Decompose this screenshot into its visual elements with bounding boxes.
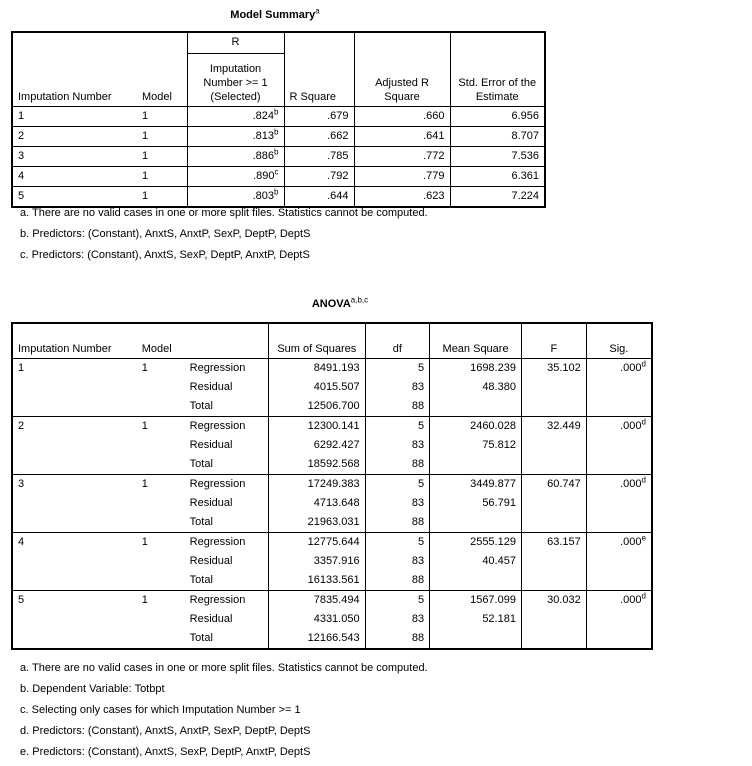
mean-square-cell: 75.812 <box>430 436 522 455</box>
imputation-cell: 3 <box>12 147 137 167</box>
sig-value: .000 <box>620 478 642 490</box>
model-cell <box>137 397 185 417</box>
mean-square-cell: 48.380 <box>430 378 522 397</box>
sig-cell <box>586 571 652 591</box>
table-row <box>12 147 545 167</box>
sig-value: .000 <box>620 536 642 548</box>
df-cell: 5 <box>365 475 430 495</box>
source-cell: Residual <box>189 439 233 451</box>
df-cell: 88 <box>365 571 430 591</box>
f-cell <box>521 552 586 571</box>
table-row <box>12 629 652 649</box>
sum-of-squares-cell: 4713.648 <box>268 494 365 513</box>
model-cell: 1 <box>137 417 185 437</box>
ms-header-imputation: Imputation Number <box>18 91 112 103</box>
footnote: c. Predictors: (Constant), AnxtS, SexP, DeptP, AnxtP, DeptS <box>20 249 310 261</box>
f-cell <box>521 455 586 475</box>
std-error-cell: 7.224 <box>450 187 545 208</box>
r-footnote-marker: c <box>274 167 279 177</box>
r-cell <box>187 187 284 208</box>
sig-cell <box>586 436 652 455</box>
model-summary-table <box>11 31 546 208</box>
imputation-cell: 4 <box>12 533 137 553</box>
f-cell: 35.102 <box>521 359 586 379</box>
r-value: .824 <box>252 110 275 122</box>
table-row <box>12 610 652 629</box>
mean-square-cell: 1567.099 <box>430 591 522 611</box>
table-row <box>12 359 652 379</box>
sum-of-squares-cell: 6292.427 <box>268 436 365 455</box>
df-cell: 88 <box>365 397 430 417</box>
sig-value: .000 <box>620 420 642 432</box>
source-cell: Total <box>189 632 213 644</box>
imputation-cell: 1 <box>12 359 137 379</box>
an-header-ss: Sum of Squares <box>268 323 365 359</box>
df-cell: 83 <box>365 494 430 513</box>
sig-cell <box>586 629 652 649</box>
ms-header-r-square: R Square <box>284 32 354 107</box>
imputation-cell <box>12 378 137 397</box>
table-row <box>12 591 652 611</box>
sig-cell <box>586 455 652 475</box>
model-cell <box>137 571 185 591</box>
sum-of-squares-cell: 4331.050 <box>268 610 365 629</box>
model-cell: 1 <box>137 167 187 187</box>
source-cell: Total <box>189 400 213 412</box>
model-cell <box>137 436 185 455</box>
sum-of-squares-cell: 3357.916 <box>268 552 365 571</box>
an-header-sig: Sig. <box>586 323 652 359</box>
footnote: b. Dependent Variable: Totbpt <box>20 683 165 695</box>
source-cell: Residual <box>189 613 233 625</box>
an-header-model: Model <box>141 343 172 355</box>
imputation-cell <box>12 455 137 475</box>
footnote: d. Predictors: (Constant), AnxtS, AnxtP, SexP, DeptP, DeptS <box>20 725 311 737</box>
f-cell <box>521 629 586 649</box>
sum-of-squares-cell: 12166.543 <box>268 629 365 649</box>
r-square-cell: .679 <box>284 107 354 127</box>
sig-cell <box>586 475 652 495</box>
source-cell: Residual <box>189 381 233 393</box>
sum-of-squares-cell: 16133.561 <box>268 571 365 591</box>
df-cell: 5 <box>365 591 430 611</box>
anova-title: ANOVA$^{a,b,c}$ <box>311 295 369 310</box>
sig-cell <box>586 397 652 417</box>
r-value: .813 <box>252 130 275 142</box>
source-cell: Regression <box>185 359 269 379</box>
f-cell: 63.157 <box>521 533 586 553</box>
model-cell <box>137 494 185 513</box>
adj-r-square-cell: .779 <box>354 167 450 187</box>
source-cell: Regression <box>185 475 269 495</box>
table-row <box>12 455 652 475</box>
r-footnote-marker: b <box>274 147 279 157</box>
source-cell: Total <box>189 458 213 470</box>
r-square-cell: .662 <box>284 127 354 147</box>
imputation-cell: 4 <box>12 167 137 187</box>
sum-of-squares-cell: 21963.031 <box>268 513 365 533</box>
source-cell: Regression <box>185 417 269 437</box>
df-cell: 83 <box>365 552 430 571</box>
table-row <box>12 378 652 397</box>
footnote: c. Selecting only cases for which Imputation Number >= 1 <box>20 704 301 716</box>
r-footnote-marker: b <box>274 127 279 137</box>
sig-footnote-marker: d <box>641 417 646 427</box>
footnote: b. Predictors: (Constant), AnxtS, AnxtP, SexP, DeptP, DeptS <box>20 228 311 240</box>
sig-cell <box>586 359 652 379</box>
r-square-cell: .792 <box>284 167 354 187</box>
r-value: .886 <box>252 150 275 162</box>
df-cell: 5 <box>365 533 430 553</box>
mean-square-cell <box>430 629 522 649</box>
df-cell: 5 <box>365 417 430 437</box>
f-cell <box>521 571 586 591</box>
f-cell <box>521 378 586 397</box>
footnote: a. There are no valid cases in one or more split files. Statistics cannot be computed. <box>20 207 428 219</box>
source-cell: Total <box>189 516 213 528</box>
source-cell: Regression <box>185 591 269 611</box>
mean-square-cell: 3449.877 <box>430 475 522 495</box>
adj-r-square-cell: .660 <box>354 107 450 127</box>
table-row <box>12 107 545 127</box>
model-cell <box>137 513 185 533</box>
mean-square-cell: 52.181 <box>430 610 522 629</box>
model-cell <box>137 552 185 571</box>
sig-cell <box>586 552 652 571</box>
r-cell <box>187 147 284 167</box>
std-error-cell: 6.361 <box>450 167 545 187</box>
imputation-cell: 3 <box>12 475 137 495</box>
model-cell: 1 <box>137 147 187 167</box>
f-cell <box>521 397 586 417</box>
df-cell: 88 <box>365 629 430 649</box>
table-row <box>12 533 652 553</box>
sig-footnote-marker: d <box>641 359 646 369</box>
ms-header-adj-r-square: Adjusted R Square <box>354 32 450 107</box>
footnote: e. Predictors: (Constant), AnxtS, SexP, DeptP, AnxtP, DeptS <box>20 746 311 758</box>
sum-of-squares-cell: 7835.494 <box>268 591 365 611</box>
anova-table <box>11 322 653 650</box>
imputation-cell <box>12 610 137 629</box>
model-cell: 1 <box>137 127 187 147</box>
r-cell <box>187 167 284 187</box>
sig-cell <box>586 513 652 533</box>
df-cell: 88 <box>365 455 430 475</box>
footnote: a. There are no valid cases in one or more split files. Statistics cannot be computed. <box>20 662 428 674</box>
mean-square-cell <box>430 513 522 533</box>
model-cell <box>137 455 185 475</box>
r-footnote-marker: b <box>274 187 279 197</box>
f-cell <box>521 610 586 629</box>
f-cell <box>521 436 586 455</box>
model-cell: 1 <box>137 187 187 208</box>
sig-cell <box>586 494 652 513</box>
imputation-cell <box>12 513 137 533</box>
imputation-cell <box>12 571 137 591</box>
df-cell: 83 <box>365 436 430 455</box>
table-row <box>12 475 652 495</box>
model-cell <box>137 610 185 629</box>
adj-r-square-cell: .623 <box>354 187 450 208</box>
sum-of-squares-cell: 18592.568 <box>268 455 365 475</box>
table-row <box>12 187 545 208</box>
sig-cell <box>586 533 652 553</box>
f-cell: 60.747 <box>521 475 586 495</box>
ms-header-std-error: Std. Error of the Estimate <box>450 32 545 107</box>
an-header-f: F <box>521 323 586 359</box>
model-cell: 1 <box>137 359 185 379</box>
ms-header-model: Model <box>142 91 172 103</box>
sig-value: .000 <box>620 362 642 374</box>
model-cell <box>137 378 185 397</box>
sig-cell <box>586 610 652 629</box>
sig-footnote-marker: d <box>641 475 646 485</box>
an-header-ms: Mean Square <box>430 323 522 359</box>
an-header-imputation: Imputation Number <box>18 343 112 355</box>
r-footnote-marker: b <box>274 107 279 117</box>
std-error-cell: 8.707 <box>450 127 545 147</box>
sum-of-squares-cell: 12300.141 <box>268 417 365 437</box>
sig-footnote-marker: d <box>641 591 646 601</box>
r-square-cell: .785 <box>284 147 354 167</box>
source-cell: Residual <box>189 555 233 567</box>
f-cell <box>521 494 586 513</box>
sum-of-squares-cell: 4015.507 <box>268 378 365 397</box>
df-cell: 83 <box>365 378 430 397</box>
std-error-cell: 7.536 <box>450 147 545 167</box>
table-row <box>12 513 652 533</box>
mean-square-cell: 2555.129 <box>430 533 522 553</box>
imputation-cell: 5 <box>12 187 137 208</box>
imputation-cell: 5 <box>12 591 137 611</box>
r-cell <box>187 107 284 127</box>
imputation-cell <box>12 494 137 513</box>
source-cell: Total <box>189 574 213 586</box>
sum-of-squares-cell: 17249.383 <box>268 475 365 495</box>
mean-square-cell <box>430 571 522 591</box>
source-cell: Residual <box>189 497 233 509</box>
table-row <box>12 552 652 571</box>
r-value: .890 <box>253 170 275 182</box>
model-cell: 1 <box>137 533 185 553</box>
mean-square-cell <box>430 455 522 475</box>
mean-square-cell <box>430 397 522 417</box>
imputation-cell: 1 <box>12 107 137 127</box>
model-cell: 1 <box>137 591 185 611</box>
sig-cell <box>586 417 652 437</box>
sum-of-squares-cell: 8491.193 <box>268 359 365 379</box>
table-row <box>12 397 652 417</box>
table-row <box>12 571 652 591</box>
sig-cell <box>586 378 652 397</box>
df-cell: 83 <box>365 610 430 629</box>
imputation-cell: 2 <box>12 417 137 437</box>
imputation-cell <box>12 552 137 571</box>
sum-of-squares-cell: 12775.644 <box>268 533 365 553</box>
r-value: .803 <box>252 190 275 202</box>
an-header-df: df <box>365 323 430 359</box>
model-cell: 1 <box>137 475 185 495</box>
imputation-cell <box>12 397 137 417</box>
f-cell <box>521 513 586 533</box>
model-cell: 1 <box>137 107 187 127</box>
df-cell: 88 <box>365 513 430 533</box>
table-row <box>12 417 652 437</box>
model-cell <box>137 629 185 649</box>
f-cell: 30.032 <box>521 591 586 611</box>
df-cell: 5 <box>365 359 430 379</box>
mean-square-cell: 1698.239 <box>430 359 522 379</box>
table-row <box>12 127 545 147</box>
imputation-cell <box>12 436 137 455</box>
mean-square-cell: 2460.028 <box>430 417 522 437</box>
imputation-cell: 2 <box>12 127 137 147</box>
ms-header-r: R <box>187 32 284 54</box>
imputation-cell <box>12 629 137 649</box>
sig-cell <box>586 591 652 611</box>
f-cell: 32.449 <box>521 417 586 437</box>
sum-of-squares-cell: 12506.700 <box>268 397 365 417</box>
adj-r-square-cell: .641 <box>354 127 450 147</box>
mean-square-cell: 56.791 <box>430 494 522 513</box>
sig-footnote-marker: e <box>641 533 646 543</box>
r-cell <box>187 127 284 147</box>
mean-square-cell: 40.457 <box>430 552 522 571</box>
table-row <box>12 167 545 187</box>
table-row <box>12 494 652 513</box>
ms-header-r-sub: Imputation Number >= 1 (Selected) <box>187 54 284 107</box>
source-cell: Regression <box>185 533 269 553</box>
adj-r-square-cell: .772 <box>354 147 450 167</box>
r-square-cell: .644 <box>284 187 354 208</box>
std-error-cell: 6.956 <box>450 107 545 127</box>
model-summary-title: Model Summary$^a$ <box>230 6 320 21</box>
table-row <box>12 436 652 455</box>
sig-value: .000 <box>620 594 642 606</box>
